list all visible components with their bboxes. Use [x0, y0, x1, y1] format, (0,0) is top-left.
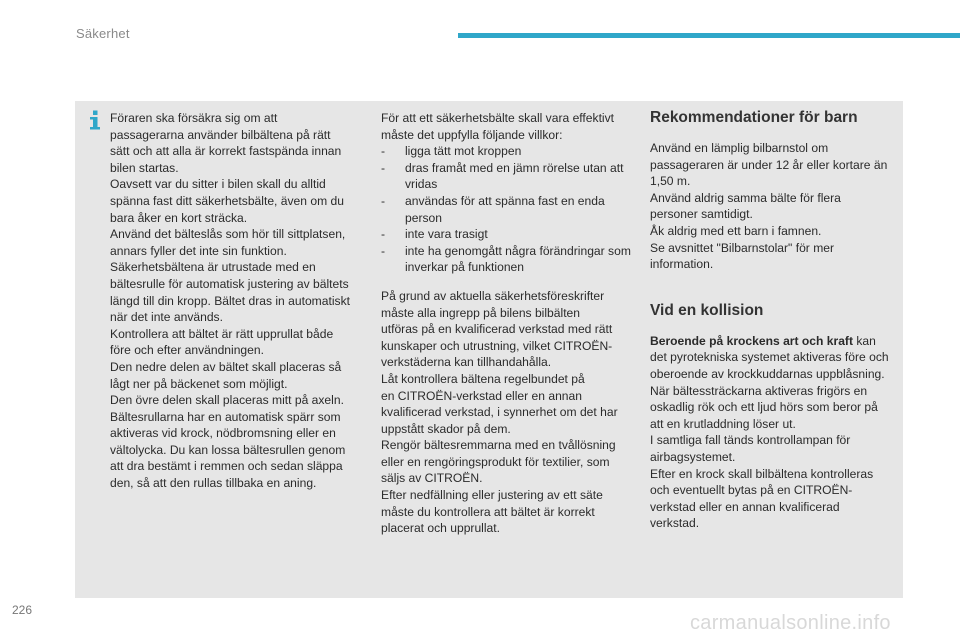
collision-text — [650, 333, 898, 532]
text-line: passagerarna använder bilbältena på rätt — [110, 127, 331, 142]
text-line: I samtliga fall tänds kontrollampan för — [650, 433, 851, 448]
column-left — [110, 110, 360, 492]
text-line: airbagsystemet. — [650, 449, 736, 464]
text-line: Den övre delen skall placeras mitt på axeln. — [110, 393, 344, 408]
text-line: verkstäderna kan tillhandahålla. — [381, 355, 552, 370]
text-line: verkstad. — [650, 516, 700, 531]
condition-item: - inte vara trasigt — [381, 226, 631, 243]
text-line: När bältessträckarna aktiveras frigörs en — [650, 383, 868, 398]
text-line: På grund av aktuella säkerhetsföreskrifter — [381, 288, 605, 303]
text-line: verkstad eller en annan kvalificerad — [650, 499, 840, 514]
conditions-list — [381, 143, 631, 276]
text-line: sätt och att alla är korrekt fastspända innan — [110, 144, 342, 159]
middle-column-text — [381, 288, 631, 537]
collision-first-line — [650, 333, 898, 350]
header-accent-bar — [458, 33, 960, 38]
text-line: vältolycka. Du kan lossa bältesrullen genom — [110, 442, 346, 457]
text-line: Använd aldrig samma bälte för flera — [650, 190, 841, 205]
text-line: Låt kontrollera bältena regelbundet på — [381, 371, 585, 386]
collision-lead-rest: kan — [852, 333, 876, 348]
text-line: 1,50 m. — [650, 174, 691, 189]
text-line: längd till din kropp. Bältet dras in automatiskt — [110, 293, 350, 308]
text-line: den, så att den rullas tillbaka en aning. — [110, 476, 317, 491]
text-line: det pyrotekniska systemet aktiveras före och — [650, 350, 889, 365]
text-line: bilen startas. — [110, 160, 179, 175]
text-line: en CITROËN-verkstad eller en annan — [381, 388, 582, 403]
text-line: måste du kontrollera att bältet är korrekt — [381, 504, 595, 519]
text-line: Se avsnittet "Bilbarnstolar" för mer — [650, 240, 835, 255]
text-line: Oavsett var du sitter i bilen skall du alltid — [110, 177, 326, 192]
text-line: säljs av CITROËN. — [381, 471, 483, 486]
text-line: passageraren är under 12 år eller kortare än — [650, 157, 888, 172]
text-line: annars fyller det inte sin funktion. — [110, 243, 287, 258]
text-line: måste det uppfylla följande villkor: — [381, 127, 563, 142]
text-line: uppstått skador på dem. — [381, 421, 511, 436]
condition-item: - ligga tätt mot kroppen — [381, 143, 631, 160]
condition-item: - användas för att spänna fast en enda person — [381, 193, 631, 226]
left-column-text — [110, 110, 360, 492]
text-line: Säkerhetsbältena är utrustade med en — [110, 260, 316, 275]
text-line: att dra bestämt i remmen och sedan släppa — [110, 459, 343, 474]
text-line: Använd en lämplig bilbarnstol om — [650, 141, 829, 155]
conditions-intro — [381, 110, 631, 143]
condition-item: - inte ha genomgått några förändringar som inverkar på funktionen — [381, 243, 631, 276]
text-line: utföras på en kvalificerad verkstad med rätt — [381, 322, 613, 337]
text-line: oberoende av krockkuddarnas uppblåsning. — [650, 366, 885, 381]
text-line: måste alla ingrepp på bilens bilbälten — [381, 305, 581, 320]
text-line: aktiveras vid krock, nödbromsning eller en — [110, 426, 336, 441]
info-icon — [87, 110, 103, 130]
text-line: Efter en krock skall bilbältena kontrolleras — [650, 466, 874, 481]
text-line: bältesrulle för automatisk justering av bältets — [110, 276, 349, 291]
condition-item: - dras framåt med en jämn rörelse utan att vridas — [381, 160, 631, 193]
text-line: Efter nedfällning eller justering av ett säte — [381, 488, 603, 503]
text-line: att en krutladdning löser ut. — [650, 416, 796, 431]
text-line: kvalificerad verkstad, i synnerhet om det har — [381, 405, 618, 420]
collision-lead-bold: Beroende på krockens art och kraft — [650, 333, 853, 348]
text-line: information. — [650, 257, 714, 272]
text-line: spänna fast ditt säkerhetsbälte, även om du — [110, 193, 344, 208]
page-number: 226 — [12, 603, 33, 617]
heading-children-recommendations: Rekommendationer för barn — [650, 109, 858, 126]
text-line: kunskaper och utrustning, vilket CITROËN- — [381, 338, 613, 353]
section-title: Säkerhet — [76, 26, 130, 41]
text-line: eller en rengöringsprodukt för textilier, som — [381, 454, 610, 469]
heading-collision: Vid en kollision — [650, 301, 764, 319]
text-line: placerat och upprullat. — [381, 521, 500, 536]
column-middle — [381, 110, 631, 537]
text-line: oskadlig rök och ett ljud hörs som beror på — [650, 400, 878, 415]
watermark: carmanualsonline.info — [690, 612, 891, 634]
text-line: före och efter användningen. — [110, 343, 264, 358]
text-line: lågt ner på bäckenet som möjligt. — [110, 376, 288, 391]
text-line: Bältesrullarna har en automatisk spärr som — [110, 409, 341, 424]
text-line: För att ett säkerhetsbälte skall vara effektivt — [381, 111, 615, 125]
text-line: Kontrollera att bältet är rätt upprullat både — [110, 326, 334, 341]
text-line: Använd det bälteslås som hör till sittplatsen, — [110, 227, 346, 242]
text-line: personer samtidigt. — [650, 207, 753, 222]
text-line: Rengör bältesremmarna med en tvållösning — [381, 438, 616, 453]
text-line: Föraren ska försäkra sig om att — [110, 111, 278, 125]
children-recommendations-text — [650, 140, 898, 273]
column-right — [650, 108, 898, 532]
text-line: Åk aldrig med ett barn i famnen. — [650, 223, 822, 238]
text-line: bara åker en kort sträcka. — [110, 210, 248, 225]
text-line: Den nedre delen av bältet skall placeras så — [110, 359, 342, 374]
text-line: och eventuellt bytas på en CITROËN- — [650, 483, 853, 498]
text-line: när det inte används. — [110, 310, 223, 325]
